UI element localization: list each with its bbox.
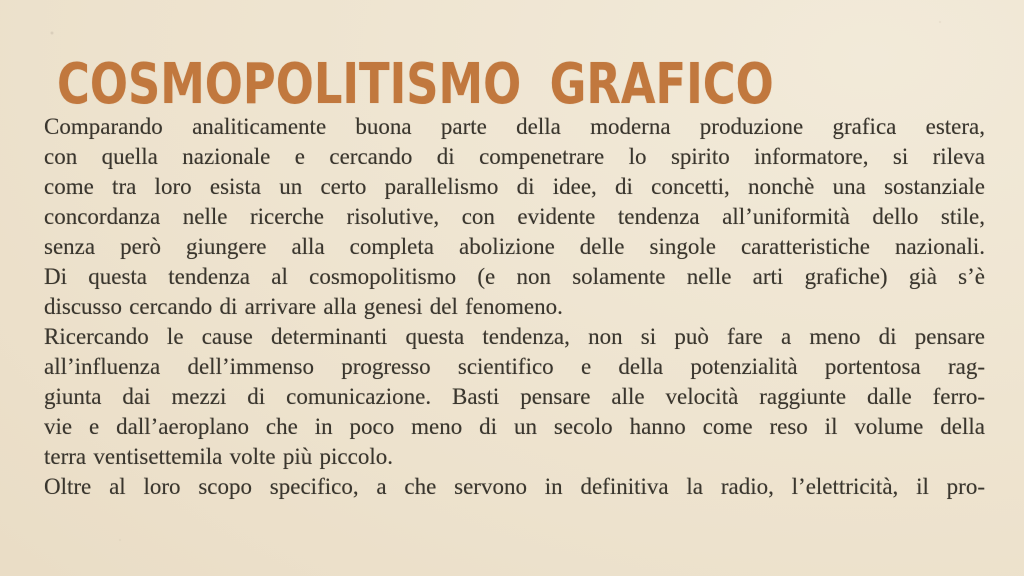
text-line: concordanza nelle ricerche risolutive, con evidente tendenza all’uniformità dello stile,: [44, 204, 985, 229]
text-line: come tra loro esista un certo parallelismo di idee, di concetti, nonchè una sostanziale: [44, 174, 985, 199]
text-line: all’influenza dell’immenso progresso scientifico e della potenzialità portentosa rag-: [44, 354, 985, 379]
text-line: discusso cercando di arrivare alla genesi del fenomeno.: [44, 294, 563, 319]
text-line: Oltre al loro scopo specifico, a che servono in definitiva la radio, l’elettricità, il pro-: [44, 474, 985, 499]
text-line: Comparando analiticamente buona parte della moderna produzione grafica estera,: [44, 114, 985, 139]
text-line: terra ventisettemila volte più piccolo.: [44, 444, 393, 469]
text-line: senza però giungere alla completa abolizione delle singole caratteristiche nazionali.: [44, 234, 985, 259]
text-line: Ricercando le cause determinanti questa tendenza, non si può fare a meno di pensare: [44, 324, 985, 349]
text-line: vie e dall’aeroplano che in poco meno di un secolo hanno come reso il volume della: [44, 414, 985, 439]
article-body: [44, 112, 985, 502]
text-line: Di questa tendenza al cosmopolitismo (e non solamente nelle arti grafiche) già s’è: [44, 264, 985, 289]
text-line: con quella nazionale e cercando di compenetrare lo spirito informatore, si rileva: [44, 144, 985, 169]
page-title: COSMOPOLITISMO GRAFICO: [57, 52, 774, 117]
text-line: giunta dai mezzi di comunicazione. Basti pensare alle velocità raggiunte dalle ferro-: [44, 384, 985, 409]
